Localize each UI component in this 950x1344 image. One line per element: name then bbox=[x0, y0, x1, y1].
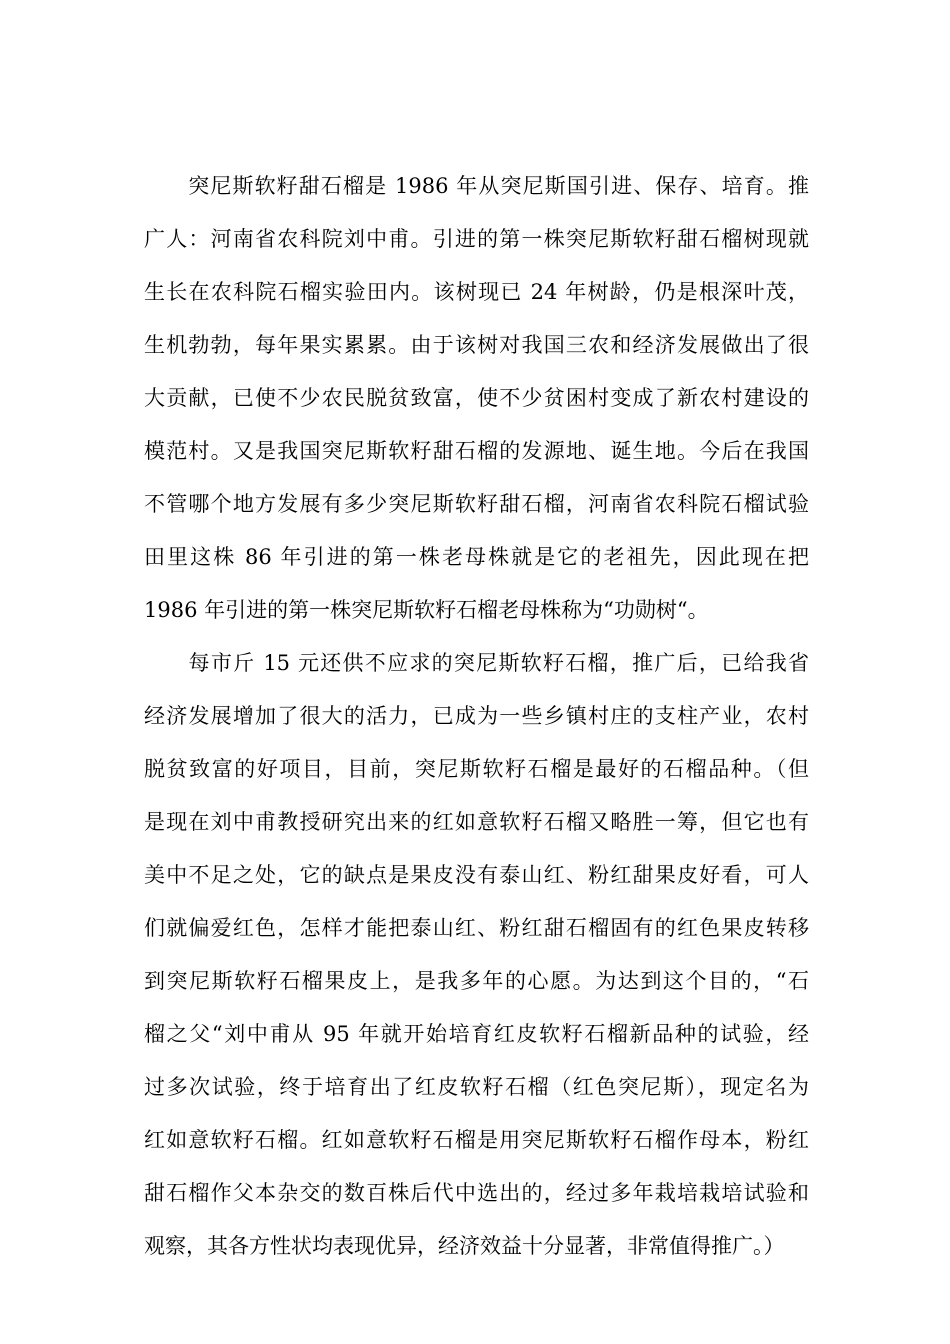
text-line: 每市斤 15 元还供不应求的突尼斯软籽石榴，推广后，已给我省 bbox=[144, 651, 809, 675]
text-line: 模范村。又是我国突尼斯软籽甜石榴的发源地、诞生地。今后在我国 bbox=[144, 439, 809, 463]
paragraph-hongruyi bbox=[144, 637, 809, 1273]
text-line: 生长在农科院石榴实验田内。该树现已 24 年树龄，仍是根深叶茂， bbox=[144, 280, 809, 304]
text-line: 是现在刘中甫教授研究出来的红如意软籽石榴又略胜一筹，但它也有 bbox=[144, 810, 809, 834]
text-line: 观察，其各方性状均表现优异，经济效益十分显著，非常值得推广。） bbox=[144, 1234, 785, 1258]
text-line: 不管哪个地方发展有多少突尼斯软籽甜石榴，河南省农科院石榴试验 bbox=[144, 492, 809, 516]
text-line: 红如意软籽石榴。红如意软籽石榴是用突尼斯软籽石榴作母本，粉红 bbox=[144, 1128, 809, 1152]
text-line: 经济发展增加了很大的活力，已成为一些乡镇村庄的支柱产业，农村 bbox=[144, 704, 809, 728]
text-line: 突尼斯软籽甜石榴是 1986 年从突尼斯国引进、保存、培育。推 bbox=[144, 174, 809, 198]
paragraph-gongxunshu bbox=[144, 160, 809, 637]
text-line: 过多次试验，终于培育出了红皮软籽石榴（红色突尼斯），现定名为 bbox=[144, 1075, 809, 1099]
text-line: 大贡献，已使不少农民脱贫致富，使不少贫困村变成了新农村建设的 bbox=[144, 386, 809, 410]
text-line: 们就偏爱红色，怎样才能把泰山红、粉红甜石榴固有的红色果皮转移 bbox=[144, 916, 809, 940]
document-body bbox=[144, 160, 809, 1273]
text-line: 田里这株 86 年引进的第一株老母株就是它的老祖先，因此现在把 bbox=[144, 545, 809, 569]
text-line: 广人：河南省农科院刘中甫。引进的第一株突尼斯软籽甜石榴树现就 bbox=[144, 227, 809, 251]
text-line: 生机勃勃，每年果实累累。由于该树对我国三农和经济发展做出了很 bbox=[144, 333, 809, 357]
text-line: 1986 年引进的第一株突尼斯软籽石榴老母株称为“功勋树“。 bbox=[144, 598, 709, 622]
text-line: 美中不足之处，它的缺点是果皮没有泰山红、粉红甜果皮好看，可人 bbox=[144, 863, 809, 887]
text-line: 榴之父“刘中甫从 95 年就开始培育红皮软籽石榴新品种的试验，经 bbox=[144, 1022, 809, 1046]
text-line: 脱贫致富的好项目，目前，突尼斯软籽石榴是最好的石榴品种。（但 bbox=[144, 757, 809, 781]
text-line: 到突尼斯软籽石榴果皮上，是我多年的心愿。为达到这个目的，“石 bbox=[144, 969, 809, 993]
text-line: 甜石榴作父本杂交的数百株后代中选出的，经过多年栽培栽培试验和 bbox=[144, 1181, 809, 1205]
